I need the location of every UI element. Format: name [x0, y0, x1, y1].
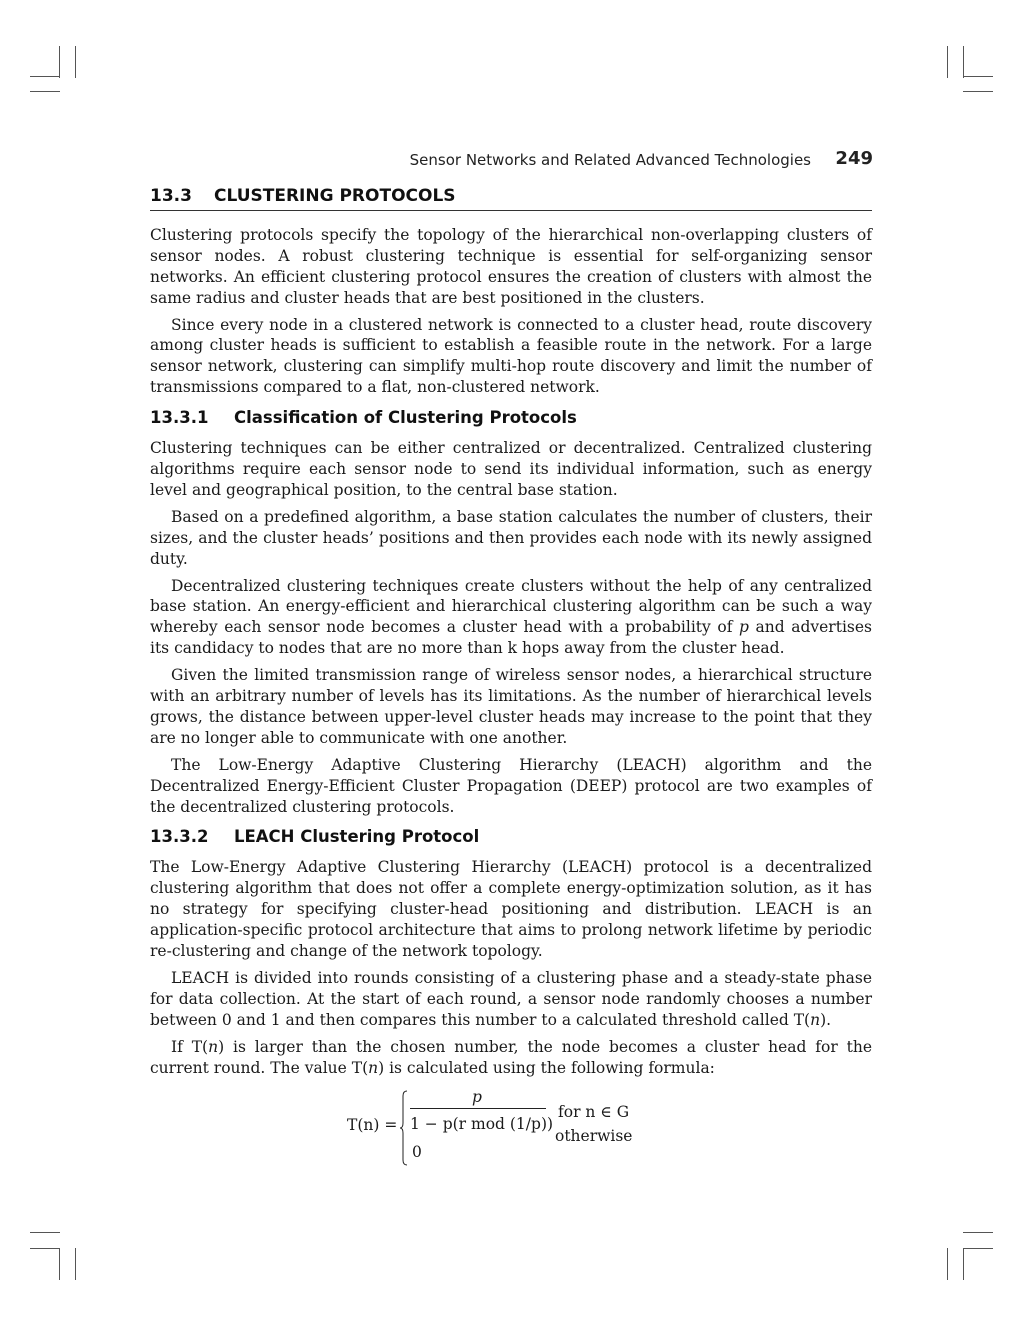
- fraction-bar: [410, 1108, 546, 1109]
- brace-glyph: [400, 1090, 408, 1166]
- formula-lhs: T(n) =: [347, 1116, 398, 1135]
- crop-mark: [75, 46, 76, 78]
- formula-condition: otherwise: [555, 1127, 633, 1146]
- paragraph: LEACH is divided into rounds consisting of a clustering phase and a steady-state phase for data collection. At the start of each round, a sensor node randomly chooses a number between 0 and 1 and then compares this number to a calculated threshold called T(n).: [150, 968, 872, 1029]
- crop-mark: [30, 1232, 60, 1233]
- crop-mark: [59, 46, 60, 78]
- subsection-heading: [150, 827, 872, 848]
- paragraph: Decentralized clustering techniques create clusters without the help of any centralized base station. An energy-efficient and hierarchical clustering algorithm can be such a way whereby each sensor node becomes a cluster head with a probability of p and advertises its candidacy to nodes that are no more than k hops away from the cluster head.: [150, 576, 872, 658]
- paragraph: Based on a predefined algorithm, a base station calculates the number of clusters, their sizes, and the cluster heads’ positions and then provides each node with its newly assigned duty.: [150, 507, 872, 568]
- crop-mark: [59, 1248, 60, 1280]
- crop-mark: [963, 1232, 993, 1233]
- paragraph: The Low-Energy Adaptive Clustering Hierarchy (LEACH) protocol is a decentralized clustering algorithm that does not offer a complete energy-optimization solution, as it has no strategy for specifying cluster-head positioning and distribution. LEACH is an application-specific protocol architecture that aims to prolong network lifetime by periodic re-clustering and change of the network topology.: [150, 858, 872, 960]
- subsection-number: 13.3.1: [150, 408, 209, 428]
- formula-zero: 0: [412, 1143, 422, 1162]
- crop-mark: [963, 46, 964, 78]
- crop-mark: [963, 1248, 993, 1249]
- formula-denominator: 1 − p(r mod (1/p)): [410, 1115, 554, 1134]
- crop-mark: [75, 1248, 76, 1280]
- paragraph: Clustering techniques can be either centralized or decentralized. Centralized clustering algorithms require each sensor node to send its individual information, such as energy level and geographical position, to the central base station.: [150, 439, 872, 499]
- threshold-formula: [150, 1084, 872, 1170]
- section-number: 13.3: [150, 186, 192, 206]
- crop-mark: [947, 46, 948, 78]
- crop-mark: [30, 76, 60, 77]
- crop-mark: [947, 1248, 948, 1280]
- crop-mark: [963, 76, 993, 77]
- subsection-number: 13.3.2: [150, 827, 209, 847]
- crop-mark: [30, 91, 60, 92]
- page-body: [150, 186, 872, 1170]
- paragraph: The Low-Energy Adaptive Clustering Hierarchy (LEACH) algorithm and the Decentralized Energy-Efficient Cluster Propagation (DEEP) protocol are two examples of the decentralized clustering protocols.: [150, 755, 872, 816]
- formula-condition: for n ∈ G: [558, 1103, 630, 1122]
- section-heading: [150, 186, 872, 211]
- page-number: 249: [835, 148, 873, 169]
- crop-mark: [963, 91, 993, 92]
- paragraph: Given the limited transmission range of wireless sensor nodes, a hierarchical structure with an arbitrary number of levels has its limitations. As the number of hierarchical levels grows, the distance between upper-level cluster heads may increase to the point that they are no longer able to communicate with one another.: [150, 666, 872, 747]
- crop-mark: [30, 1248, 60, 1249]
- formula-numerator: p: [472, 1088, 482, 1107]
- section-title: CLUSTERING PROTOCOLS: [214, 186, 456, 206]
- crop-mark: [963, 1248, 964, 1280]
- paragraph: If T(n) is larger than the chosen number, the node becomes a cluster head for the current round. The value T(n) is calculated using the following formula:: [150, 1037, 872, 1077]
- subsection-heading: [150, 408, 872, 429]
- subsection-title: Classification of Clustering Protocols: [234, 408, 577, 428]
- subsection-title: LEACH Clustering Protocol: [234, 827, 480, 847]
- page-header: [150, 148, 873, 174]
- paragraph: Clustering protocols specify the topology of the hierarchical non-overlapping clusters of sensor nodes. A robust clustering technique is essential for self-organizing sensor networks. An efficient clustering protocol ensures the creation of clusters with almost the same radius and cluster heads that are best positioned in the clusters.: [150, 225, 872, 307]
- running-title: Sensor Networks and Related Advanced Technologies: [409, 151, 811, 169]
- paragraph: Since every node in a clustered network is connected to a cluster head, route discovery among cluster heads is sufficient to establish a feasible route in the network. For a large sensor network, clustering can simplify multi-hop route discovery and limit the number of transmissions compared to a flat, non-clustered network.: [150, 315, 872, 397]
